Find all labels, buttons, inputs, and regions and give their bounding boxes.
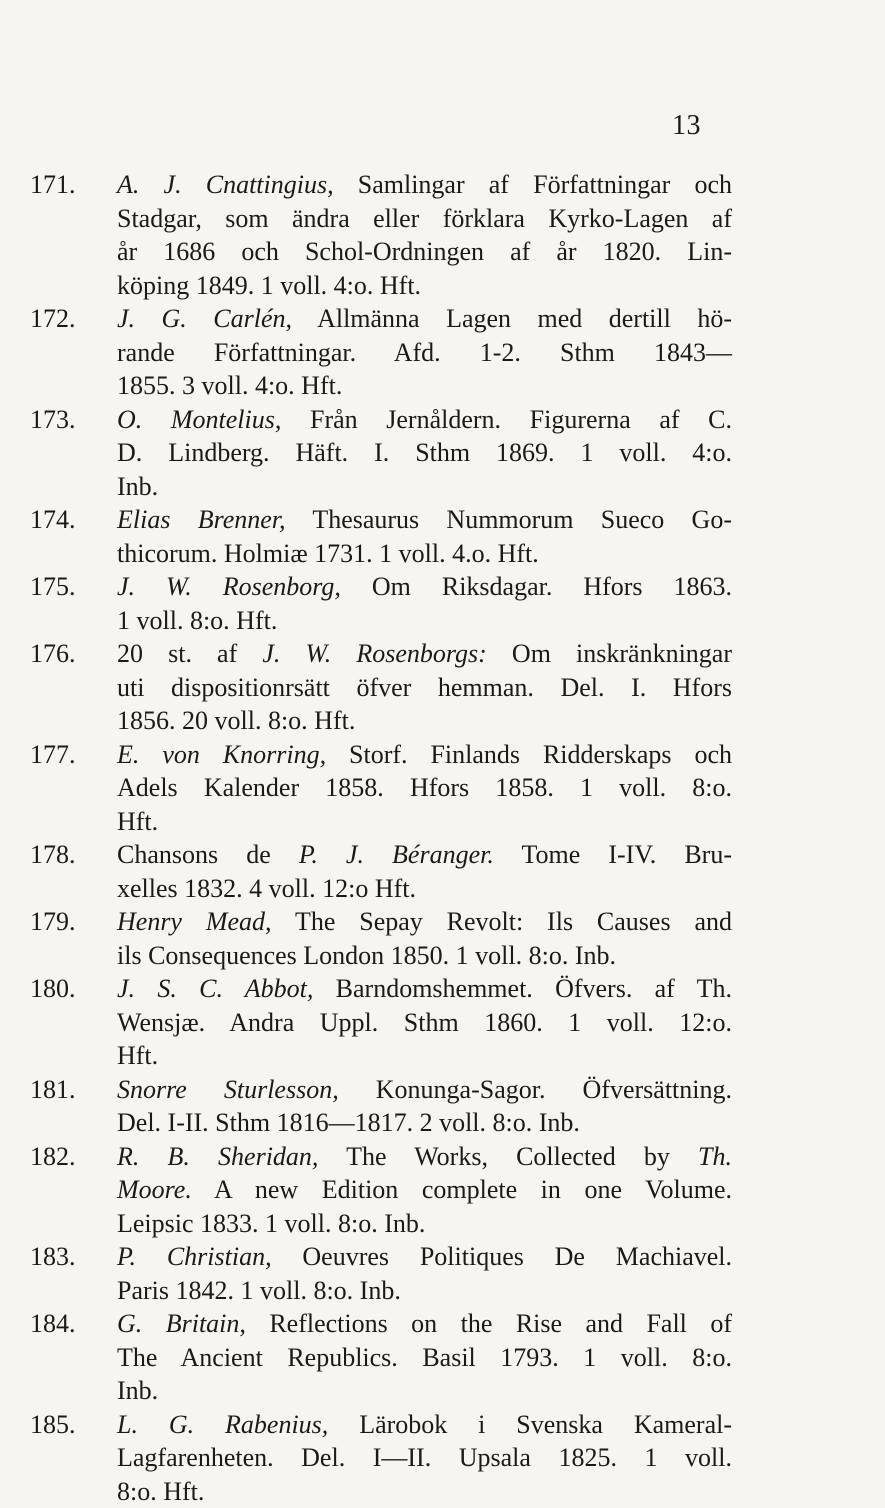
entry-line [117,972,732,1006]
entry-line [117,838,732,872]
entry-number: 172. [30,302,76,336]
entry-text: 1 voll. 8:o. Hft. [117,606,277,635]
entry-line [117,570,732,604]
entry-line [117,1441,732,1475]
entry-line [117,436,732,470]
entry-text: 8:o. Hft. [117,1477,204,1506]
entry-text: Allmänna Lagen med dertill hö- [292,304,732,333]
entry-number: 171. [30,168,76,202]
author-name: Moore. [117,1175,192,1204]
entry-line [117,1106,732,1140]
entry-text: Storf. Finlands Ridderskaps och [326,740,732,769]
author-name: Snorre Sturlesson, [117,1075,339,1104]
entry-text: Lärobok i Svenska Kameral- [328,1410,732,1439]
entry-text: Reflections on the Rise and Fall of [246,1309,732,1338]
author-name: J. W. Rosenborgs: [262,639,486,668]
author-name: R. B. Sheridan, [117,1142,318,1171]
catalog-entry [112,905,732,972]
entry-line [117,704,732,738]
author-name: J. G. Carlén, [117,304,292,333]
author-name: P. Christian, [117,1242,272,1271]
entry-line [117,1240,732,1274]
catalog-entry [112,637,732,738]
entry-line [117,604,732,638]
entry-text: Hft. [117,807,158,836]
entry-line [117,369,732,403]
catalog-entry [112,302,732,403]
entry-text: Om Riksdagar. Hfors 1863. [341,572,732,601]
entry-text: Hft. [117,1041,158,1070]
entry-number: 179. [30,905,76,939]
author-name: E. von Knorring, [117,740,326,769]
entry-line [117,1173,732,1207]
entry-text: Om inskränkningar [487,639,732,668]
catalog-entry [112,738,732,839]
entry-text: Thesaurus Nummorum Sueco Go- [286,505,732,534]
entry-line [117,1274,732,1308]
entry-number: 175. [30,570,76,604]
entry-text: Inb. [117,1376,158,1405]
catalog-entry [112,403,732,504]
entry-line [117,1140,732,1174]
entry-line [117,637,732,671]
page-number: 13 [672,110,701,142]
entry-text: Oeuvres Politiques De Machiavel. [272,1242,732,1271]
entry-text: Tome I-IV. Bru- [494,840,732,869]
entry-line [117,537,732,571]
entry-text: Inb. [117,472,158,501]
entry-line [117,771,732,805]
entry-line [117,235,732,269]
author-name: J. W. Rosenborg, [117,572,341,601]
entry-number: 181. [30,1073,76,1107]
entry-line [117,403,732,437]
entry-line [117,1207,732,1241]
entry-text: ils Consequences London 1850. 1 voll. 8:o. Inb. [117,941,616,970]
entry-text: Leipsic 1833. 1 voll. 8:o. Inb. [117,1209,425,1238]
entry-line [117,1073,732,1107]
entry-text: A new Edition complete in one Volume. [192,1175,732,1204]
entry-text: köping 1849. 1 voll. 4:o. Hft. [117,271,421,300]
author-name: O. Montelius, [117,405,281,434]
entry-line [117,671,732,705]
entry-number: 180. [30,972,76,1006]
entry-line [117,738,732,772]
catalog-entry [112,1307,732,1408]
entry-line [117,168,732,202]
entry-text: Från Jernåldern. Figurerna af C. [281,405,732,434]
entry-text: Chansons de [117,840,299,869]
entry-text: thicorum. Holmiæ 1731. 1 voll. 4.o. Hft. [117,539,539,568]
catalog-entries [112,168,732,1508]
author-name: Th. [698,1142,732,1171]
entry-line [117,905,732,939]
author-name: J. S. C. Abbot, [117,974,313,1003]
entry-number: 174. [30,503,76,537]
entry-text: 20 st. af [117,639,262,668]
entry-text: Wensjæ. Andra Uppl. Sthm 1860. 1 voll. 12:o. [117,1008,732,1037]
entry-line [117,302,732,336]
entry-line [117,269,732,303]
entry-line [117,1039,732,1073]
entry-text: The Ancient Republics. Basil 1793. 1 voll. 8:o. [117,1343,732,1372]
catalog-entry [112,1140,732,1241]
entry-text: Konunga-Sagor. Öfversättning. [339,1075,732,1104]
author-name: P. J. Béranger. [299,840,494,869]
entry-text: D. Lindberg. Häft. I. Sthm 1869. 1 voll. 4:o. [117,438,732,467]
entry-number: 178. [30,838,76,872]
entry-text: Paris 1842. 1 voll. 8:o. Inb. [117,1276,401,1305]
entry-text: Del. I-II. Sthm 1816—1817. 2 voll. 8:o. Inb. [117,1108,580,1137]
entry-number: 176. [30,637,76,671]
entry-number: 183. [30,1240,76,1274]
entry-line [117,1408,732,1442]
entry-line [117,470,732,504]
catalog-entry [112,1073,732,1140]
entry-text: Lagfarenheten. Del. I—II. Upsala 1825. 1 voll. [117,1443,732,1472]
entry-number: 177. [30,738,76,772]
author-name: L. G. Rabenius, [117,1410,328,1439]
entry-number: 173. [30,403,76,437]
entry-line [117,336,732,370]
catalog-entry [112,838,732,905]
entry-line [117,1307,732,1341]
author-name: Elias Brenner, [117,505,286,534]
entry-text: Stadgar, som ändra eller förklara Kyrko-Lagen af [117,204,732,233]
entry-text: Samlingar af Författningar och [334,170,732,199]
entry-line [117,503,732,537]
entry-line [117,1006,732,1040]
author-name: A. J. Cnattingius, [117,170,334,199]
catalog-entry [112,1240,732,1307]
entry-line [117,1341,732,1375]
entry-text: uti dispositionrsätt öfver hemman. Del. I. Hfors [117,673,732,702]
entry-line [117,939,732,973]
entry-text: Adels Kalender 1858. Hfors 1858. 1 voll. 8:o. [117,773,732,802]
entry-text: The Sepay Revolt: Ils Causes and [272,907,732,936]
catalog-entry [112,972,732,1073]
entry-text: Barndomshemmet. Öfvers. af Th. [313,974,732,1003]
catalog-entry [112,168,732,302]
entry-line [117,872,732,906]
entry-line [117,202,732,236]
entry-text: 1855. 3 voll. 4:o. Hft. [117,371,342,400]
entry-line [117,1374,732,1408]
entry-text: rande Författningar. Afd. 1-2. Sthm 1843— [117,338,732,367]
entry-text: år 1686 och Schol-Ordningen af år 1820. Lin- [117,237,732,266]
catalog-entry [112,1408,732,1508]
entry-number: 182. [30,1140,76,1174]
catalog-entry [112,503,732,570]
author-name: G. Britain, [117,1309,246,1338]
entry-line [117,1475,732,1508]
entry-text: xelles 1832. 4 voll. 12:o Hft. [117,874,416,903]
author-name: Henry Mead, [117,907,272,936]
entry-number: 184. [30,1307,76,1341]
entry-line [117,805,732,839]
catalog-entry [112,570,732,637]
entry-text: The Works, Collected by [318,1142,698,1171]
entry-text: 1856. 20 voll. 8:o. Hft. [117,706,355,735]
entry-number: 185. [30,1408,76,1442]
